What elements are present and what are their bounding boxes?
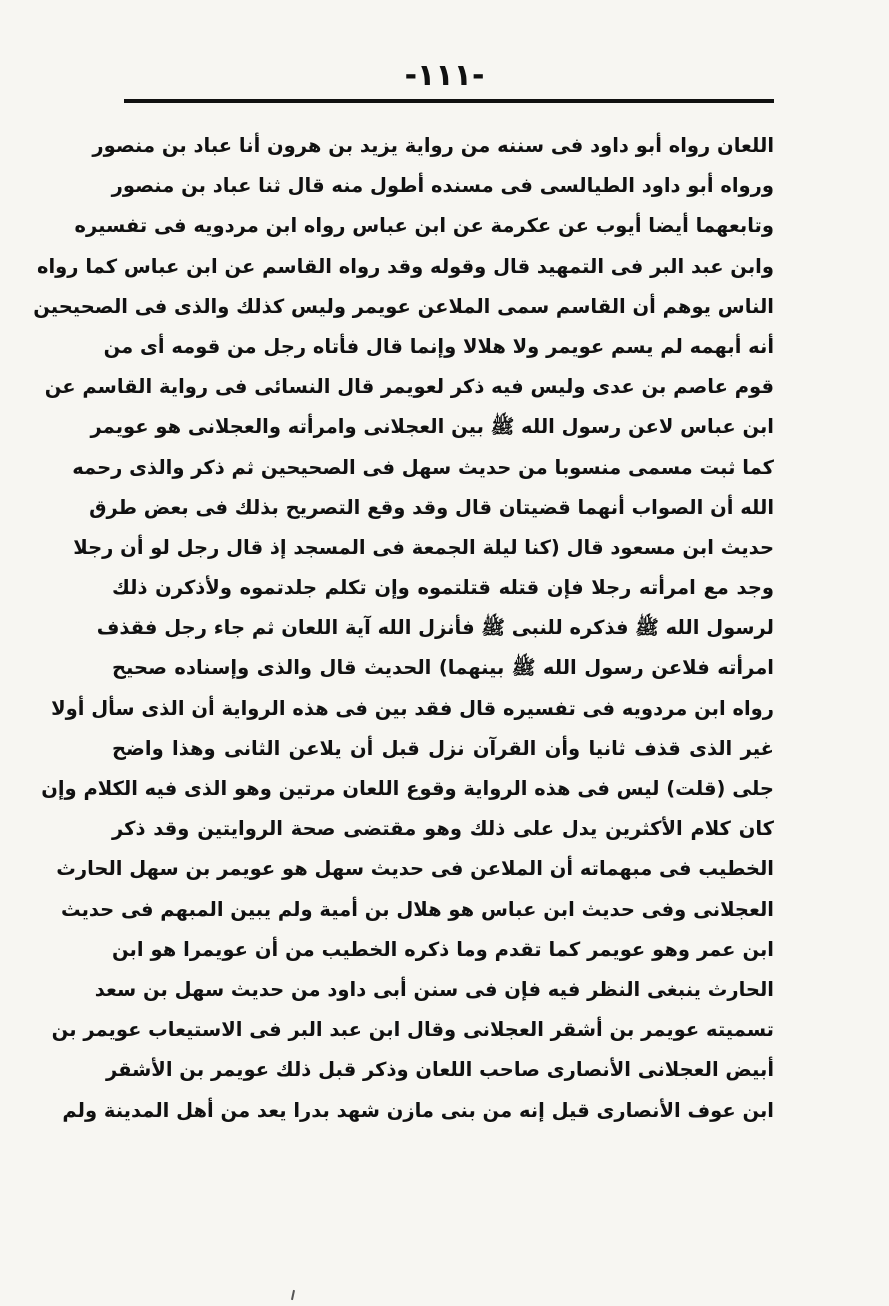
text-line: العجلانى وفى حديث ابن عباس هو هلال بن أمية ولم يبين المبهم فى حديث (60, 897, 774, 921)
text-line: ابن عمر وهو عويمر كما تقدم وما ذكره الخطيب من أن عويمرا هو ابن (112, 937, 774, 961)
text-line: ابن عوف الأنصارى قيل إنه من بنى مازن شهد بدرا يعد من أهل المدينة ولم (62, 1098, 774, 1122)
body-text (33, 126, 774, 1131)
text-line: تسميته عويمر بن أشقر العجلانى وقال ابن عبد البر فى الاستيعاب عويمر بن (51, 1018, 774, 1042)
text-line: حديث ابن مسعود قال (كنا ليلة الجمعة فى المسجد إذ قال رجل لو أن رجلا (73, 535, 774, 559)
text-line: كان كلام الأكثرين يدل على ذلك وهو مقتضى صحة الروايتين وقد ذكر (112, 817, 774, 841)
text-line: كما ثبت مسمى منسوبا من حديث سهل فى الصحيحين ثم ذكر والذى رحمه (72, 455, 774, 479)
text-line: لرسول الله ﷺ فذكره للنبى ﷺ فأنزل الله آية اللعان ثم جاء رجل فقذف (96, 616, 774, 640)
text-line: امرأته فلاعن رسول الله ﷺ بينهما) الحديث قال والذى وإسناده صحيح (112, 656, 774, 680)
scan-mark (291, 1290, 295, 1300)
text-line: رواه ابن مردويه فى تفسيره قال فقد بين فى هذه الرواية أن الذى سأل أولا (51, 696, 774, 720)
text-line: وتابعهما أيضا أيوب عن عكرمة عن ابن عباس رواه ابن مردويه فى تفسيره (74, 214, 774, 238)
text-line: الناس يوهم أن القاسم سمى الملاعن عويمر وليس كذلك والذى فى الصحيحين (33, 294, 774, 318)
text-line: غير الذى قذف ثانيا وأن القرآن نزل قبل أن يلاعن الثانى وهذا واضح (112, 736, 774, 760)
text-line: الحارث ينبغى النظر فيه فإن فى سنن أبى داود من حديث سهل بن سعد (94, 977, 774, 1001)
text-line: أنه أبهمه لم يسم عويمر ولا هلالا وإنما قال فأتاه رجل من قومه أى من (103, 334, 774, 358)
text-line: ابن عباس لاعن رسول الله ﷺ بين العجلانى وامرأته والعجلانى هو عويمر (90, 415, 774, 439)
text-line: ورواه أبو داود الطيالسى فى مسنده أطول منه قال ثنا عباد بن منصور (111, 174, 774, 198)
page-number: -١١١- (404, 58, 485, 93)
text-line: وابن عبد البر فى التمهيد قال وقوله وقد رواه القاسم عن ابن عباس كما رواه (36, 254, 774, 278)
header-rule (124, 99, 774, 103)
text-line: اللعان رواه أبو داود فى سننه من رواية يزيد بن هرون أنا عباد بن منصور (92, 134, 774, 157)
text-line: أبيض العجلانى الأنصارى صاحب اللعان وذكر قبل ذلك عويمر بن الأشقر (105, 1058, 774, 1082)
text-line: الخطيب فى مبهماته أن الملاعن فى حديث سهل هو عويمر بن سهل الحارث (56, 857, 774, 881)
text-line: جلى (قلت) ليس فى هذه الرواية وقوع اللعان مرتين وهو الذى فيه الكلام وإن (41, 777, 774, 800)
text-line: قوم عاصم بن عدى وليس فيه ذكر لعويمر قال النسائى فى رواية القاسم عن (44, 375, 774, 399)
text-line: وجد مع امرأته رجلا فإن قتله قتلتموه وإن تكلم جلدتموه ولأذكرن ذلك (112, 576, 774, 600)
text-line: الله أن الصواب أنهما قضيتان قال وقد وقع التصريح بذلك فى بعض طرق (89, 495, 774, 519)
